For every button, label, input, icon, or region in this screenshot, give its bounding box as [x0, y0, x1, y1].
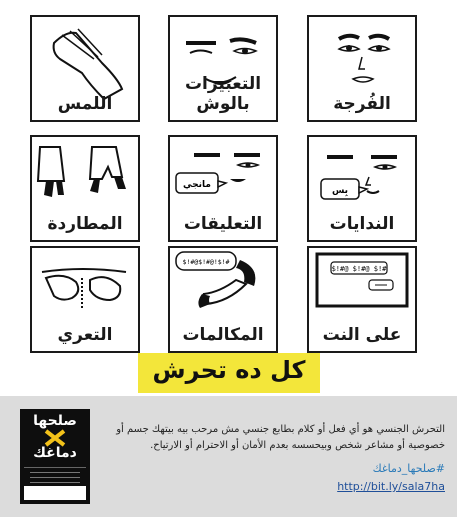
- partner-logos-strip: [24, 486, 86, 500]
- hashtag-link[interactable]: #صلحها_دماغك: [372, 462, 445, 475]
- panel-caption: الفُرجة: [333, 94, 391, 114]
- panel-calls: [168, 246, 278, 353]
- panel-caption: اللمس: [57, 94, 113, 114]
- panel-online: [307, 246, 417, 353]
- panel-caption: المطاردة: [47, 214, 123, 234]
- bubble-text: $!#@$!#@!$!#: [182, 258, 230, 266]
- footer: [0, 396, 457, 517]
- banner: [138, 353, 320, 393]
- campaign-url-link[interactable]: http://bit.ly/sala7ha: [337, 480, 445, 493]
- logo-top-text: صلحها: [33, 413, 77, 429]
- panel-caption: التعليقات: [183, 214, 263, 234]
- panel-catcalls: [307, 135, 417, 242]
- panel-touch: [30, 15, 140, 122]
- panel-stalking: [30, 135, 140, 242]
- bubble-text: $!#@ $!#@ $!#: [331, 265, 387, 273]
- panel-exposure: [30, 246, 140, 353]
- panel-caption: التعري: [57, 325, 113, 345]
- bubble-text: بِس: [331, 186, 349, 196]
- definition-text: التحرش الجنسي هو أي فعل أو كلام بطابع جنسي مش مرحب بيه بيتهك جسم أو خصوصية أو مشاعر شخص وبيحسسه بعدم الأمان أو الاحترام أو الارتياح.: [116, 424, 445, 451]
- panel-faces: [168, 15, 278, 122]
- logo-bottom-text: دماغك: [33, 445, 77, 461]
- panel-caption: الندايات: [329, 214, 395, 234]
- bubble-text: مانجي: [183, 180, 211, 190]
- panel-caption: التعبيرات بالوش: [184, 74, 262, 114]
- panel-caption: المكالمات: [182, 325, 264, 345]
- panel-comments: [168, 135, 278, 242]
- logo-fine-print: [24, 467, 86, 485]
- panel-caption: على النت: [322, 325, 402, 345]
- panel-staring: [307, 15, 417, 122]
- campaign-logo: [20, 409, 90, 504]
- banner-text: كل ده تحرش: [152, 356, 306, 384]
